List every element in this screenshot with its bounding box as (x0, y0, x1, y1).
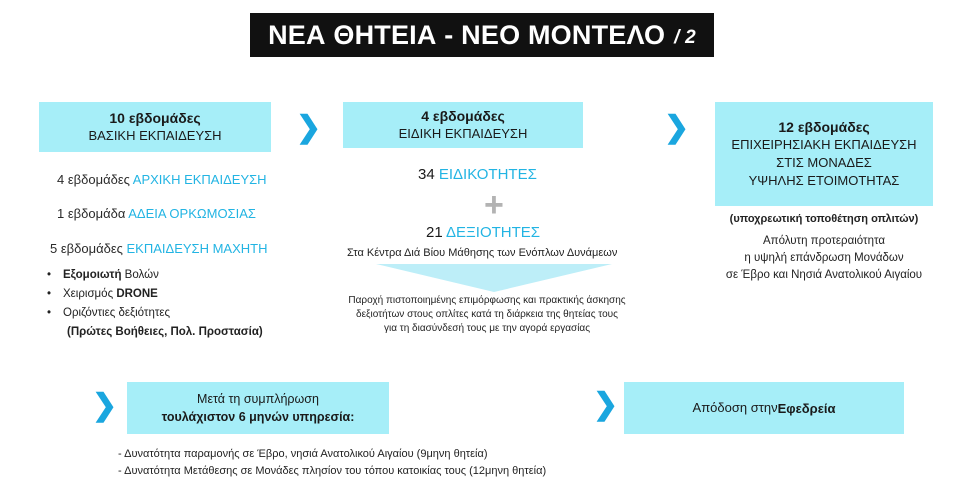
list-item (47, 285, 170, 304)
priority-line: Απόλυτη προτεραιότητα (762, 235, 885, 247)
note-line: δεξιοτήτων στους οπλίτες κατά τη διάρκεια της θητείας τους (356, 309, 618, 320)
note-line: για τη διασύνδεσή τους με την αγορά εργασίας (383, 323, 591, 334)
reserve-box (624, 382, 904, 434)
basic-skills-list (47, 266, 170, 323)
option-line: - Δυνατότητα παραμονής σε Έβρο, νησιά Ανατολικού Αιγαίου (9μηνη θητεία) (118, 448, 488, 460)
basic-row-initial (57, 172, 267, 187)
chevron-right-icon: ❯ (92, 389, 118, 422)
chevron-right-icon: ❯ (296, 111, 322, 144)
priority-line: η υψηλή επάνδρωση Μονάδων (744, 252, 904, 264)
basic-training-box (39, 102, 271, 152)
priority-line: σε Έβρο και Νησιά Ανατολικού Αιγαίου (725, 269, 923, 281)
title-part: / 2 (674, 27, 696, 48)
list-item (47, 266, 170, 285)
priority-text (715, 233, 933, 284)
after-service-line2: τουλάχιστον 6 μηνών υπηρεσία: (161, 410, 355, 424)
reserve-bold: Εφεδρεία (777, 400, 836, 416)
row-weeks: 1 εβδομάδα (57, 206, 129, 221)
row-weeks: 5 εβδομάδες (50, 241, 127, 256)
special-training-label: ΕΙΔΙΚΗ ΕΚΠΑΙΔΕΥΣΗ (398, 126, 528, 141)
row-highlight: ΕΚΠΑΙΔΕΥΣΗ ΜΑΧΗΤΗ (126, 241, 268, 256)
operational-training-label-1: ΕΠΙΧΕΙΡΗΣΙΑΚΗ ΕΚΠΑΙΔΕΥΣΗ (731, 137, 917, 152)
skills-label: ΔΕΞΙΟΤΗΤΕΣ (446, 224, 541, 241)
mandatory-note: (υποχρεωτική τοποθέτηση οπλιτών) (729, 213, 919, 225)
skills-count: 21 (426, 224, 443, 241)
basic-training-label: ΒΑΣΙΚΗ ΕΚΠΑΙΔΕΥΣΗ (88, 128, 222, 143)
note-line: Παροχή πιστοποιημένης επιμόρφωσης και πρακτικής άσκησης (348, 295, 626, 306)
specialties-count: 34 (418, 166, 435, 183)
title-text: ΝΕΑ ΘΗΤΕΙΑ - ΝΕΟ ΜΟΝΤΕΛΟ (268, 19, 666, 50)
chevron-right-icon: ❯ (593, 388, 619, 421)
operational-training-box (715, 102, 933, 206)
special-training-box (343, 102, 583, 148)
option-line: - Δυνατότητα Μετάθεσης σε Μονάδες πλησίον του τόπου κατοικίας τους (12μηνη θητεία) (118, 465, 547, 477)
row-highlight: ΑΔΕΙΑ ΟΡΚΩΜΟΣΙΑΣ (128, 206, 256, 221)
reserve-prefix: Απόδοση στην (692, 400, 778, 415)
operational-training-label-2: ΣΤΙΣ ΜΟΝΑΔΕΣ (776, 155, 872, 170)
after-service-box (127, 382, 389, 434)
after-service-options (118, 446, 546, 480)
special-training-weeks: 4 εβδομάδες (421, 108, 505, 124)
bullet-text: Βολών (121, 269, 159, 281)
bullet-bold: Εξομοιωτή (63, 269, 122, 281)
specialties-line (418, 166, 578, 183)
list-item (47, 304, 170, 323)
operational-training-weeks: 12 εβδομάδες (778, 119, 870, 135)
bullet-text: Οριζόντιες δεξιότητες (63, 307, 171, 319)
skills-line (426, 224, 586, 241)
basic-training-weeks: 10 εβδομάδες (109, 110, 201, 126)
bullet-note: (Πρώτες Βοήθειες, Πολ. Προστασία) (67, 326, 263, 338)
centers-text: Στα Κέντρα Διά Βίου Μάθησης των Ενόπλων Δυνάμεων (347, 247, 618, 259)
page-title (250, 13, 714, 57)
specialties-label: ΕΙΔΙΚΟΤΗΤΕΣ (438, 166, 537, 183)
funnel-triangle (376, 264, 612, 292)
basic-row-oath (57, 206, 256, 221)
bullet-text: Χειρισμός (63, 288, 117, 300)
row-weeks: 4 εβδομάδες (57, 172, 133, 187)
chevron-right-icon: ❯ (664, 111, 690, 144)
after-service-line1: Μετά τη συμπλήρωση (197, 392, 319, 406)
row-highlight: ΑΡΧΙΚΗ ΕΚΠΑΙΔΕΥΣΗ (132, 172, 267, 187)
bullet-bold: DRONE (116, 288, 158, 300)
plus-icon: + (484, 186, 504, 224)
operational-training-label-3: ΥΨΗΛΗΣ ΕΤΟΙΜΟΤΗΤΑΣ (748, 173, 900, 188)
basic-row-combat (50, 241, 267, 256)
certification-note (337, 294, 637, 336)
